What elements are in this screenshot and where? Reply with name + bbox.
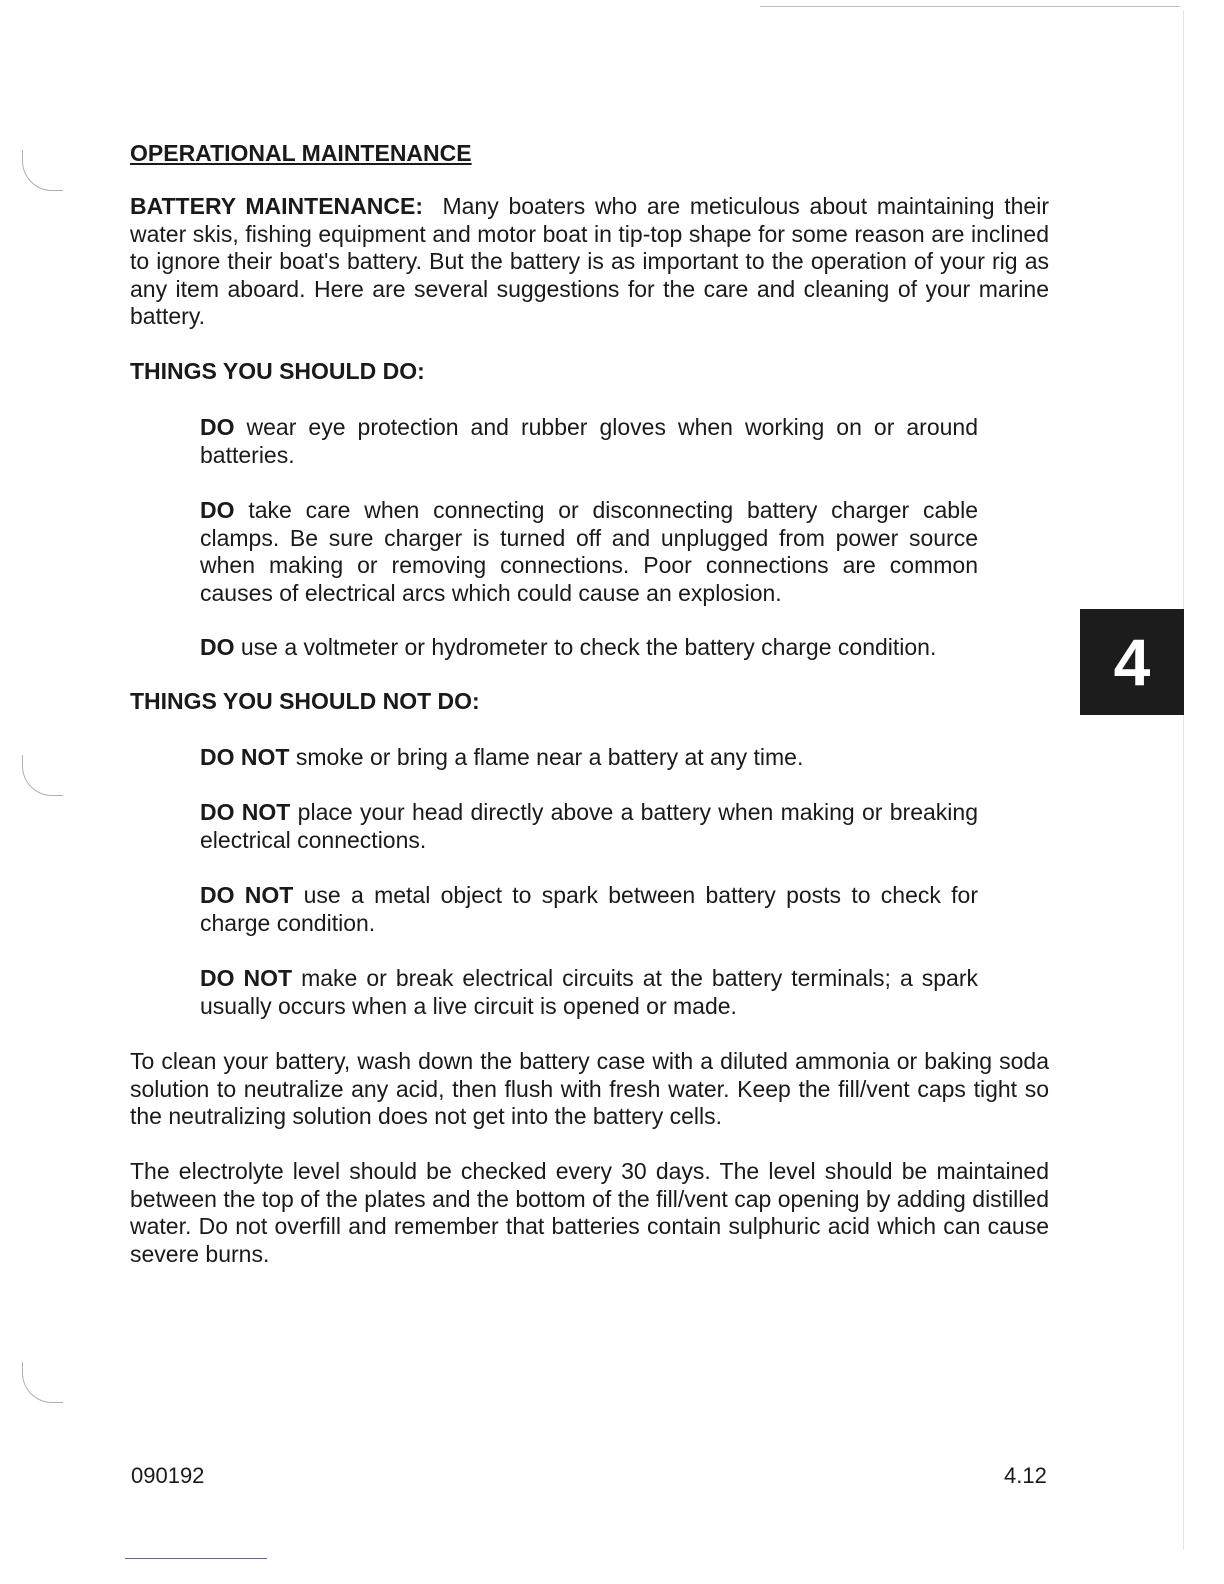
do-item-text: wear eye protection and rubber gloves when working on or around batteries. [200, 414, 978, 468]
page-number: 4.12 [1004, 1463, 1047, 1488]
binder-hole-icon [22, 150, 63, 191]
binder-hole-icon [22, 755, 63, 796]
do-not-heading: THINGS YOU SHOULD NOT DO: [130, 688, 480, 714]
do-heading: THINGS YOU SHOULD DO: [130, 358, 425, 384]
battery-maintenance-label: BATTERY MAINTENANCE: [130, 193, 423, 219]
do-not-item-lead: DO NOT [200, 882, 294, 908]
do-not-item [200, 799, 978, 854]
do-not-item-lead: DO NOT [200, 965, 293, 991]
do-not-item-lead: DO NOT [200, 744, 290, 770]
do-item [200, 497, 978, 607]
do-not-item [200, 744, 978, 772]
do-not-item-text: place your head directly above a battery when making or breaking electrical connections. [200, 799, 978, 853]
bottom-rule [125, 1558, 267, 1559]
binder-hole-icon [22, 1362, 63, 1403]
do-item-text: use a voltmeter or hydrometer to check the battery charge condition. [240, 634, 937, 660]
do-item-text: take care when connecting or disconnecting battery charger cable clamps. Be sure charger is turned off and unplugged from power source when making or removing connections. Poor connections are common causes of electrical arcs which could cause an explosion. [200, 497, 978, 606]
do-item-lead: DO [200, 634, 235, 660]
do-not-item [200, 965, 978, 1020]
do-not-item-text: smoke or bring a flame near a battery at any time. [295, 744, 804, 770]
do-item [200, 634, 978, 662]
page-edge-rule [1183, 10, 1184, 1550]
do-item-lead: DO [200, 414, 235, 440]
cleaning-paragraph: To clean your battery, wash down the battery case with a diluted ammonia or baking soda solution to neutralize any acid, then flush with fresh water. Keep the fill/vent caps tight so the neutralizing solution does not get into the battery cells. [130, 1048, 1049, 1129]
do-not-item [200, 882, 978, 937]
page-title: OPERATIONAL MAINTENANCE [130, 140, 472, 166]
top-rule [760, 6, 1180, 7]
do-not-item-lead: DO NOT [200, 799, 291, 825]
do-not-item-text: make or break electrical circuits at the battery terminals; a spark usually occurs when a live circuit is opened or made. [200, 965, 979, 1019]
do-item [200, 414, 978, 469]
electrolyte-paragraph: The electrolyte level should be checked every 30 days. The level should be maintained between the top of the plates and the bottom of the fill/vent cap opening by adding distilled water. Do not overfill and remember that batteries contain sulphuric acid which can cause severe burns. [130, 1158, 1049, 1267]
battery-maintenance-text: Many boaters who are meticulous about maintaining their water skis, fishing equipment and motor boat in tip-top shape for some reason are inclined to ignore their boat's battery. But the battery is as important to the operation of your rig as any item aboard. Here are several suggestions for the care and cleaning of your marine battery. [130, 193, 1049, 329]
do-not-item-text: use a metal object to spark between battery posts to check for charge condition. [200, 882, 979, 936]
footer-code: 090192 [131, 1463, 205, 1488]
do-item-lead: DO [200, 497, 235, 523]
section-tab: 4 [1080, 609, 1184, 715]
battery-maintenance-paragraph [130, 193, 1049, 331]
